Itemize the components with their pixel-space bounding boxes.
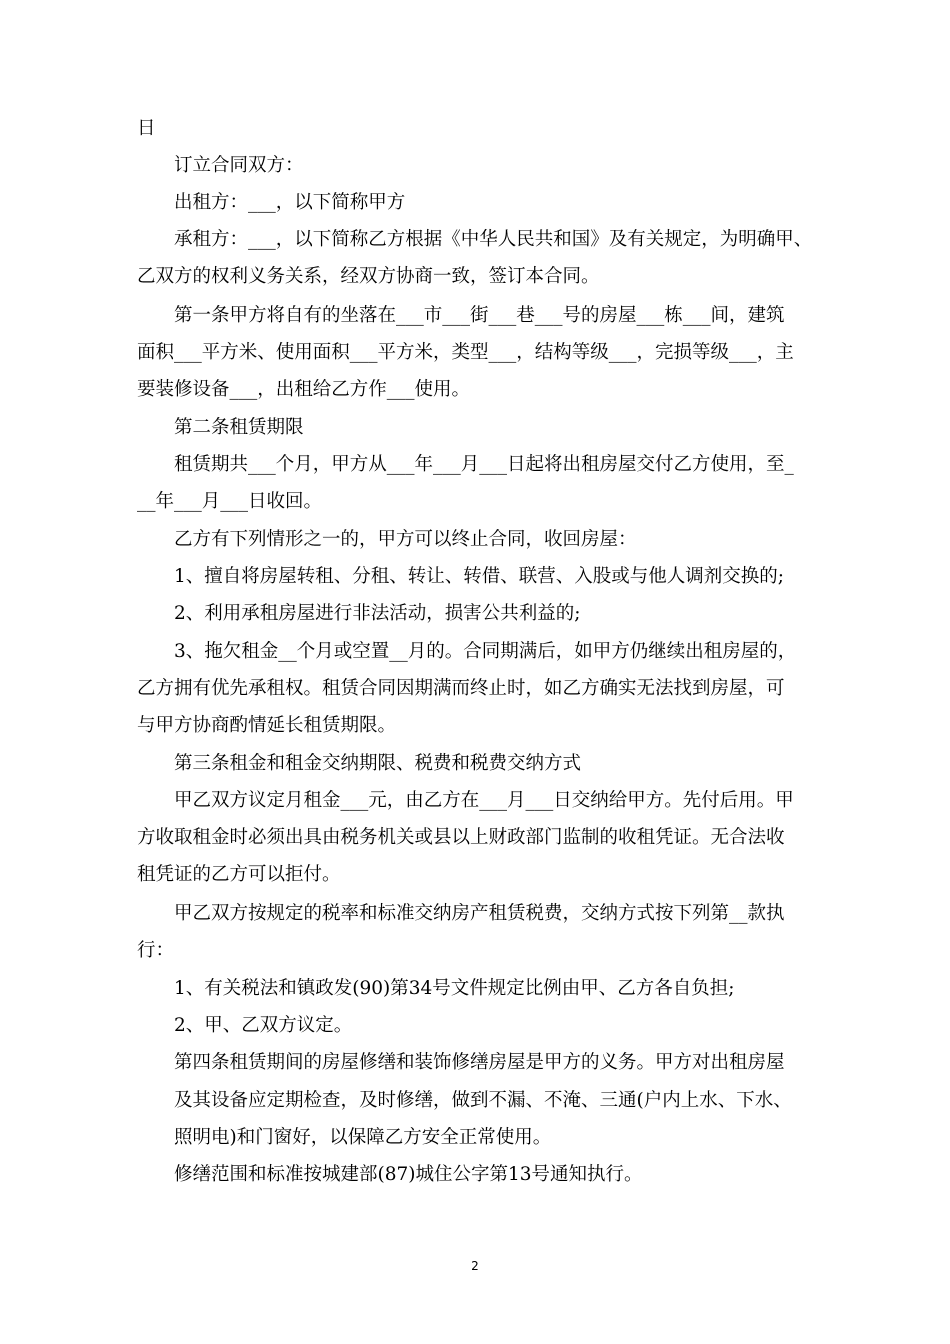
text-line: 照明电)和门窗好，以保障乙方安全正常使用。 [174,1127,552,1148]
text-line: 第四条租赁期间的房屋修缮和装饰修缮房屋是甲方的义务。甲方对出租房屋 [174,1052,785,1073]
text-line: 第二条租赁期限 [174,417,304,438]
text-line: 甲乙双方议定月租金___元，由乙方在___月___日交纳给甲方。先付后用。甲 [174,790,794,811]
text-line: 与甲方协商酌情延长租赁期限。 [137,715,397,736]
text-line: 3、拖欠租金__个月或空置__月的。合同期满后，如甲方仍继续出租房屋的， [174,641,797,662]
text-line: __年___月___日收回。 [137,491,323,512]
text-line: 出租方：___，以下简称甲方 [174,192,406,213]
text-line: 行： [137,940,175,961]
text-line: 订立合同双方： [174,155,304,176]
text-line: 乙双方的权利义务关系，经双方协商一致，签订本合同。 [137,266,600,287]
text-line: 租赁期共___个月，甲方从___年___月___日起将出租房屋交付乙方使用，至_ [174,454,794,475]
text-line: 承租方：___，以下简称乙方根据《中华人民共和国》及有关规定，为明确甲、 [174,229,813,250]
text-line: 甲乙双方按规定的税率和标准交纳房产租赁税费，交纳方式按下列第__款执 [174,903,785,924]
text-line: 租凭证的乙方可以拒付。 [137,864,341,885]
text-line: 日 [137,118,156,139]
text-line: 乙方有下列情形之一的，甲方可以终止合同，收回房屋： [174,529,637,550]
text-line: 1、有关税法和镇政发(90)第34号文件规定比例由甲、乙方各自负担; [174,978,735,999]
page-number: 2 [471,1259,479,1273]
text-line: 及其设备应定期检查，及时修缮，做到不漏、不淹、三通(户内上水、下水、 [174,1090,792,1111]
text-line: 要装修设备___，出租给乙方作___使用。 [137,379,471,400]
text-line: 第三条租金和租金交纳期限、税费和税费交纳方式 [174,753,582,774]
text-line: 修缮范围和标准按城建部(87)城住公字第13号通知执行。 [174,1164,643,1185]
text-line: 面积___平方米、使用面积___平方米，类型___，结构等级___，完损等级___，主 [137,342,794,363]
text-line: 1、擅自将房屋转租、分租、转让、转借、联营、入股或与他人调剂交换的; [174,566,785,587]
text-line: 第一条甲方将自有的坐落在___市___街___巷___号的房屋___栋___间，建筑 [174,305,785,326]
text-line: 2、甲、乙双方议定。 [174,1015,353,1036]
text-line: 方收取租金时必须出具由税务机关或县以上财政部门监制的收租凭证。无合法收 [137,827,785,848]
text-line: 乙方拥有优先承租权。租赁合同因期满而终止时，如乙方确实无法找到房屋，可 [137,678,785,699]
text-line: 2、利用承租房屋进行非法活动，损害公共利益的; [174,603,581,624]
